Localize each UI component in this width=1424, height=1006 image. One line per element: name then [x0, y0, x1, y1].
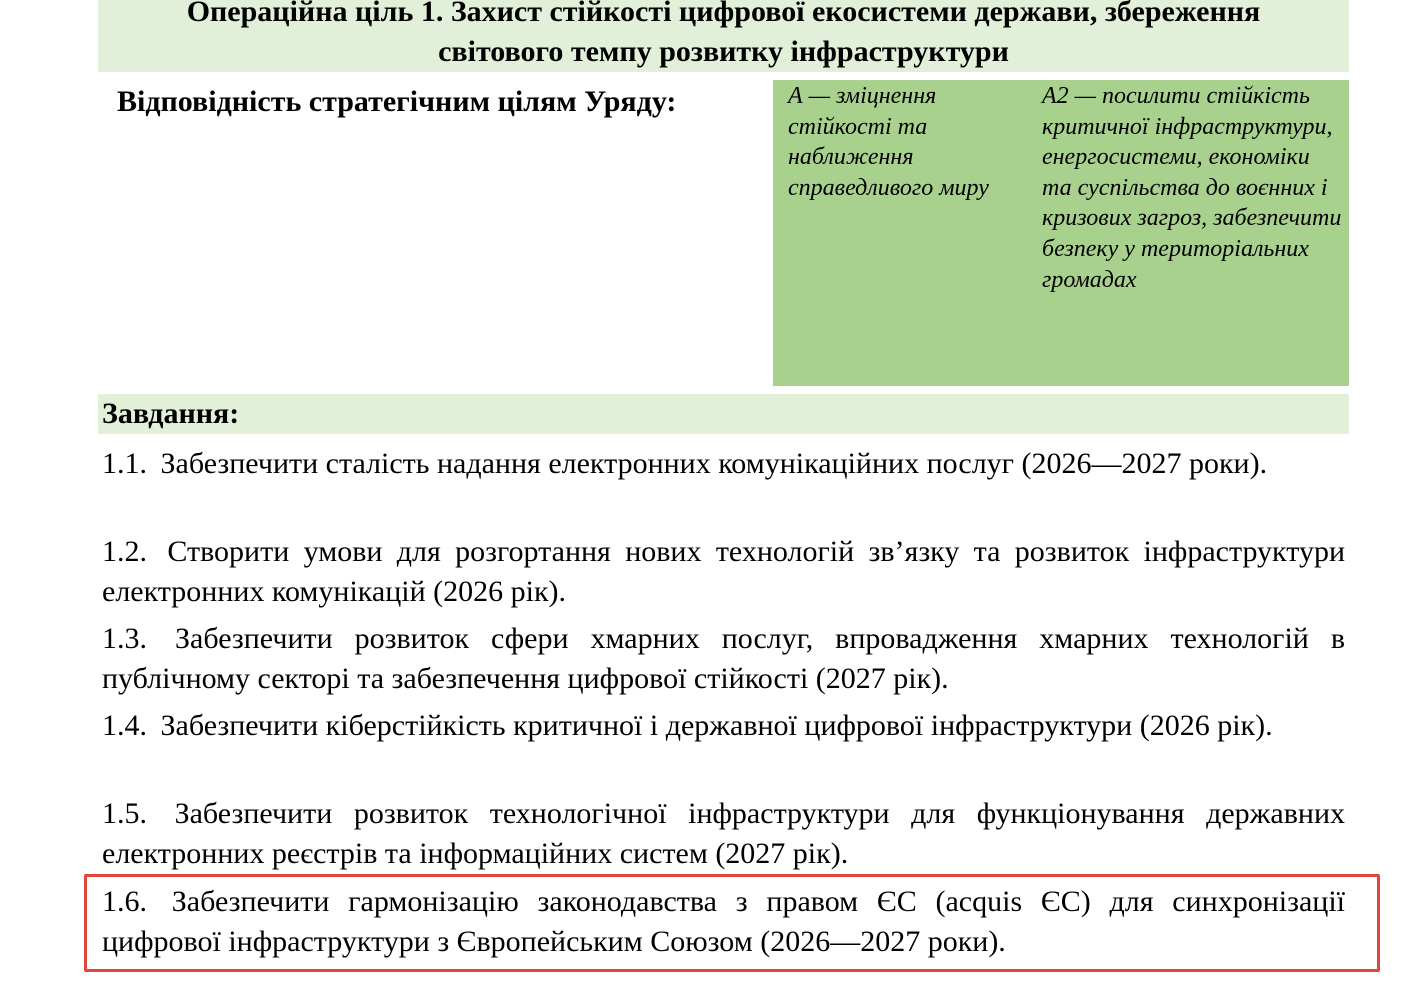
task-number: 1.5.	[102, 797, 147, 830]
task-item-1-5	[102, 794, 1345, 874]
task-text: Створити умови для розгортання нових технологій зв’язку та розвиток інфраструктури електронних комунікацій (2026 рік).	[102, 535, 1346, 608]
task-text: Забезпечити кіберстійкість критичної і державної цифрової інфраструктури (2026 рік).	[160, 709, 1273, 742]
heading-line-1: Операційна ціль 1. Захист стійкості цифрової екосистеми держави, збереження	[186, 0, 1261, 28]
task-item-1-4	[102, 706, 1345, 746]
task-number: 1.2.	[102, 535, 147, 568]
alignment-label: Відповідність стратегічним цілям Уряду:	[117, 85, 677, 118]
task-number: 1.6.	[102, 885, 147, 918]
task-number: 1.3.	[102, 622, 147, 655]
task-item-1-3	[102, 619, 1345, 699]
heading-line-2: світового темпу розвитку інфраструктури	[438, 35, 1009, 68]
tasks-heading: Завдання:	[102, 397, 240, 430]
operational-goal-heading	[98, 0, 1349, 72]
task-item-1-6	[102, 882, 1345, 962]
goal-a-text: А — зміцнення стійкості та наближення справедливого миру	[788, 83, 989, 201]
task-number: 1.4.	[102, 709, 147, 742]
task-text: Забезпечити розвиток технологічної інфраструктури для функціонування державних електронних реєстрів та інформаційних систем (2027 рік).	[102, 797, 1345, 870]
tasks-heading-background	[98, 394, 1349, 434]
task-text: Забезпечити гармонізацію законодавства з правом ЄС (acquis ЄС) для синхронізації цифрової інфраструктури з Європейським Союзом (2026—2027 роки).	[102, 885, 1345, 958]
task-item-1-1	[102, 444, 1345, 484]
task-item-1-2	[102, 532, 1345, 612]
task-text: Забезпечити розвиток сфери хмарних послуг, впровадження хмарних технологій в публічному секторі та забезпечення цифрової стійкості (2027 рік).	[102, 622, 1346, 695]
goal-a2-text: А2 — посилити стійкість критичної інфраструктури, енергосистеми, економіки та суспільства до воєнних і кризових загроз, забезпечити безпеку у територіальних громадах	[1042, 83, 1342, 293]
task-text: Забезпечити сталість надання електронних комунікаційних послуг (2026—2027 роки).	[160, 447, 1268, 480]
task-number: 1.1.	[102, 447, 147, 480]
